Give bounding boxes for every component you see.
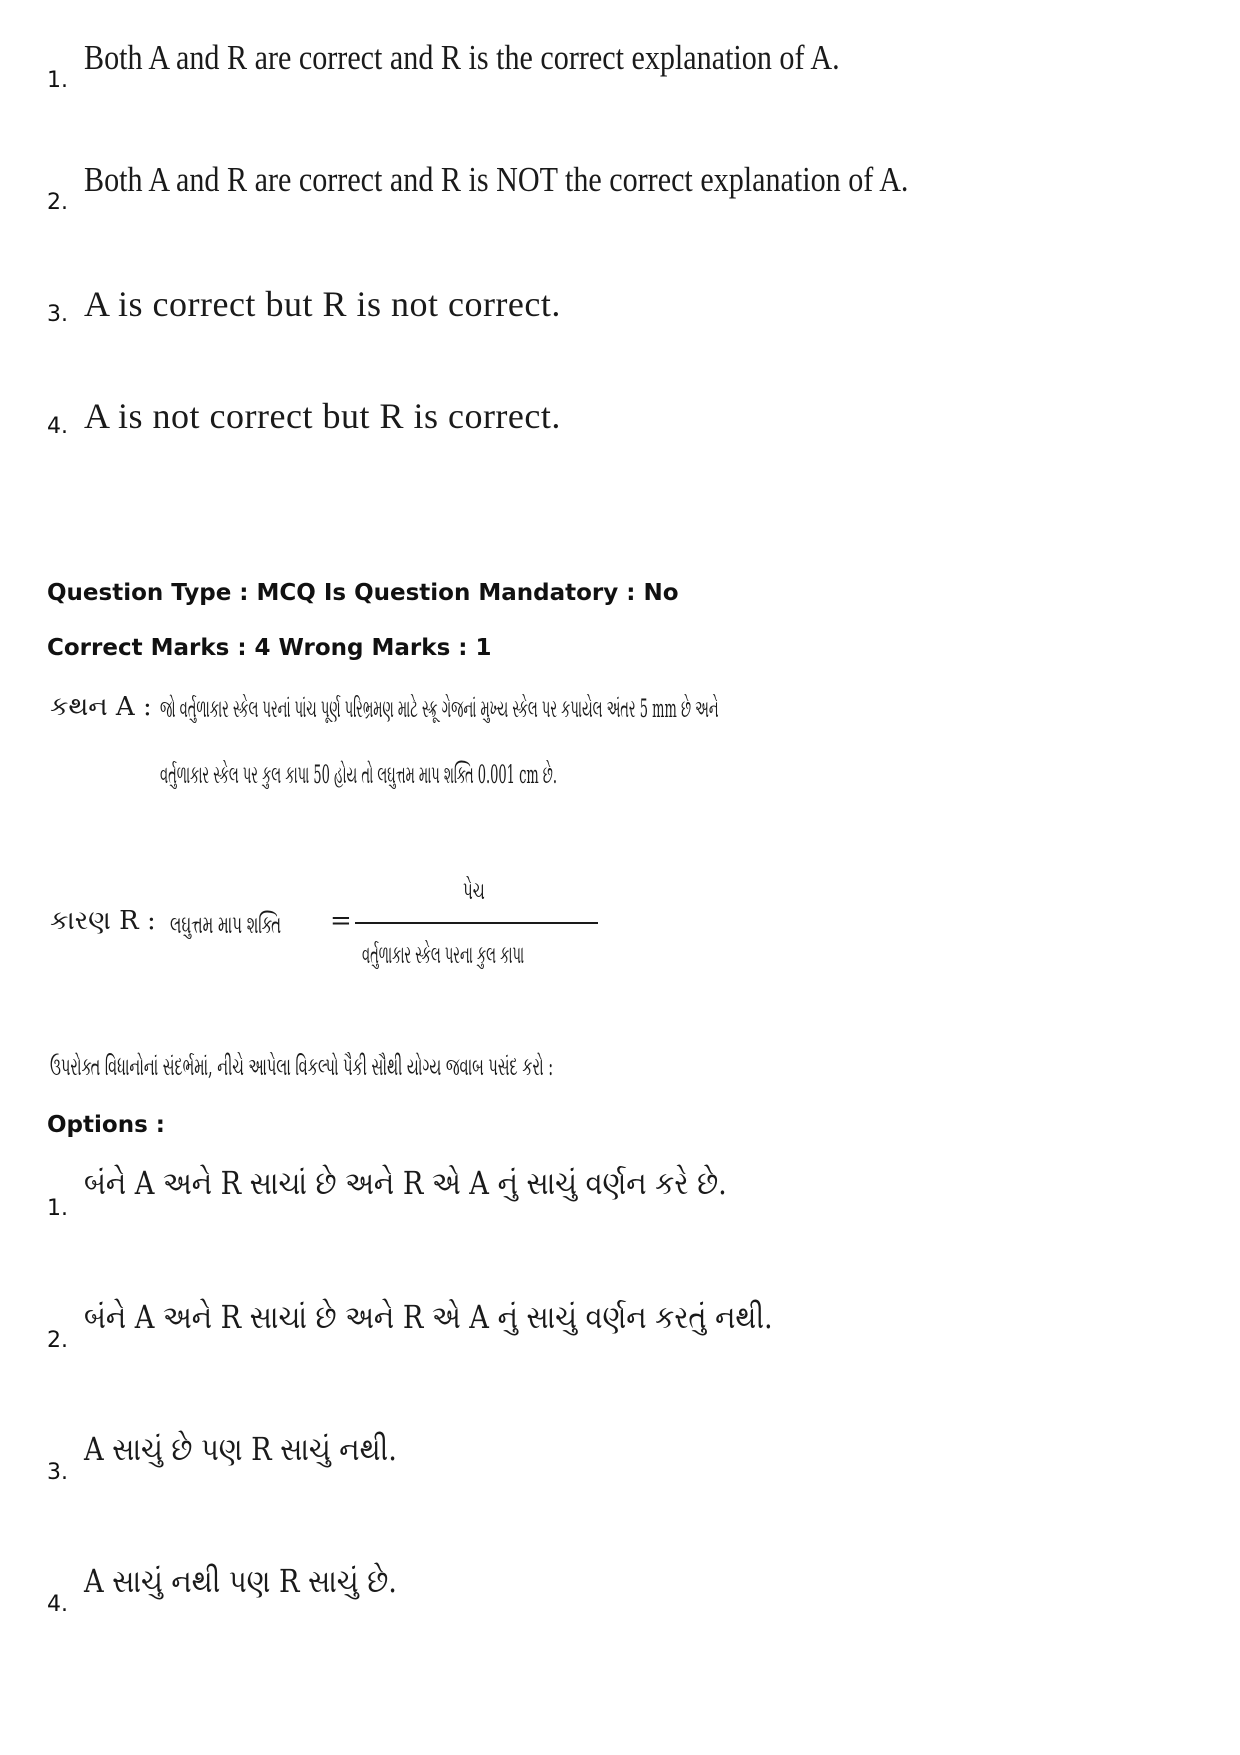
marks-line: Correct Marks : 4 Wrong Marks : 1 bbox=[47, 635, 492, 661]
fraction-denominator: વર્તુળાકાર સ્કેલ પરના કુલ કાપા bbox=[362, 940, 525, 969]
option-text: Both A and R are correct and R is the correct explanation of A. bbox=[84, 38, 840, 77]
reason-lhs: લઘુત્તમ માપ શક્તિ bbox=[170, 910, 282, 939]
reason-r-label: કારણ R : bbox=[50, 906, 156, 936]
option-text: A is not correct but R is correct. bbox=[84, 396, 561, 436]
option-number: 3. bbox=[47, 1460, 68, 1485]
options-label: Options : bbox=[47, 1112, 165, 1138]
statement-a-line1: જો વર્તુળાકાર સ્કેલ પરનાં પાંચ પૂર્ણ પરિભ્રમણ માટે સ્ક્રૂ ગેજનાં મુખ્ય સ્કેલ પર કપાયેલ અંતર 5 mm છે અને bbox=[160, 694, 719, 723]
option-number: 1. bbox=[47, 1196, 68, 1221]
option-number: 3. bbox=[47, 302, 68, 327]
equals-sign: = bbox=[330, 906, 352, 936]
option-number: 2. bbox=[47, 190, 68, 215]
option-text: A સાચું છે પણ R સાચું નથી. bbox=[84, 1430, 397, 1468]
statement-a-line2: વર્તુળાકાર સ્કેલ પર કુલ કાપા 50 હોય તો લઘુત્તમ માપ શક્તિ 0.001 cm છે. bbox=[160, 760, 557, 789]
option-number: 4. bbox=[47, 1592, 68, 1617]
option-number: 4. bbox=[47, 414, 68, 439]
option-text: A સાચું નથી પણ R સાચું છે. bbox=[84, 1562, 397, 1600]
question-type-line: Question Type : MCQ Is Question Mandatory : No bbox=[47, 580, 679, 606]
option-number: 2. bbox=[47, 1328, 68, 1353]
option-text: Both A and R are correct and R is NOT the correct explanation of A. bbox=[84, 160, 909, 199]
fraction-bar bbox=[355, 922, 598, 924]
option-text: બંને A અને R સાચાં છે અને R એ A નું સાચું વર્ણન કરતું નથી. bbox=[84, 1298, 773, 1336]
option-number: 1. bbox=[47, 68, 68, 93]
fraction-numerator: પેચ bbox=[463, 876, 485, 905]
option-text: A is correct but R is not correct. bbox=[84, 284, 561, 324]
statement-a-label: કથન A : bbox=[50, 692, 152, 722]
option-text: બંને A અને R સાચાં છે અને R એ A નું સાચું વર્ણન કરે છે. bbox=[84, 1164, 727, 1202]
instruction-text: ઉપરોક્ત વિધાનોનાં સંદર્ભમાં, નીચે આપેલા વિકલ્પો પૈકી સૌથી યોગ્ય જવાબ પસંદ કરો : bbox=[50, 1052, 554, 1081]
